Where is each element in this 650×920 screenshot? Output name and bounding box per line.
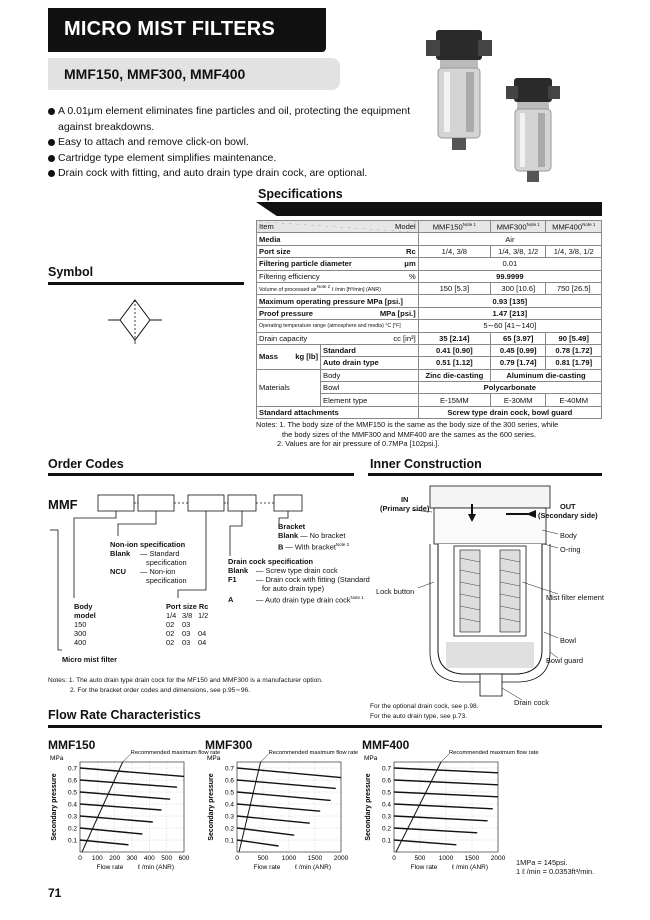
x-tick-label: 1000 xyxy=(281,855,297,862)
recommended-flow-line xyxy=(396,762,441,852)
feature-list xyxy=(48,104,418,182)
recommended-leader xyxy=(261,754,269,762)
y-tick-label: 0.6 xyxy=(224,777,234,785)
feature-item: A 0.01μm element eliminates fine particles and oil, protecting the equipment against breakdowns. xyxy=(48,104,418,135)
series-line xyxy=(237,840,279,846)
y-tick-label: 0.7 xyxy=(67,765,77,773)
feature-item: Easy to attach and remove click-on bowl. xyxy=(48,135,418,151)
y-tick-label: 0.5 xyxy=(224,789,234,797)
series-line xyxy=(80,780,177,787)
recommended-leader xyxy=(123,754,131,762)
x-tick-label: 200 xyxy=(109,855,121,862)
page-title: MICRO MIST FILTERS xyxy=(48,8,326,52)
y-tick-label: 0.3 xyxy=(381,813,391,821)
order-notes: Notes: 1. The auto drain type drain cock for the MF150 and MMF300 is a manufacturer option. 2. For the bracket order codes and dimensions, see p.95∼96. xyxy=(48,677,323,694)
y-tick-label: 0.1 xyxy=(381,837,391,845)
series-line xyxy=(80,792,170,799)
recommended-label: Recommended maximum flow rate xyxy=(449,750,539,756)
specifications-heading: Specifications xyxy=(258,187,343,201)
series-line xyxy=(394,816,488,821)
y-axis-label: Secondary pressure xyxy=(51,773,58,841)
product-photo xyxy=(418,26,618,191)
recommended-flow-line xyxy=(239,762,261,852)
bracket-spec: Bracket Blank — No bracket B — With bracket$^{Note 2}$ xyxy=(278,522,350,552)
inner-construction-rule xyxy=(368,473,602,476)
y-tick-label: 0.6 xyxy=(381,777,391,785)
part-label-bowl-guard: Bowl guard xyxy=(546,656,583,665)
spec-table: Item Model $MMF150^{Note 1}$ $MMF300^{Note 1}$ $MMF400^{Note 1}$ Media Air Port size Rc 1/4, 3/8 1/4, 3/8, 1/2 1/4, 3/8, 1/2 Filtering particle diameter μm 0.01 Filtering efficiency % 99.9999 Volume of processed air$^{Note 2}$ ℓ /min [ft³/min] (ANR) 150 [5.3] 300 [10.6] 750 [26.5] Maximum operating pressure MPa [psi.] 0.93 [135] Proof pressure MPa [psi.] 1.47 [213] Operating temperature range (atmosphere and media) °C [°F] 5∼60 [41∼140] Drain capacity cc [in³] 35 [2.14] 65 [3.97] 90 [5.49] Mass kg [lb] Standard 0.41 [0.90] 0.45 [0.99] 0.78 [1.72] Auto drain type 0.51 [1.12] 0.79 [1.74] 0.81 [1.79] Materials Body Zinc die-casting Aluminum die-casting Bowl Polycarbonate Element type E-15MM E-30MM E-40MM Standard attachments Screw type drain cock, bowl guard xyxy=(256,220,602,419)
model-list: MMF150, MMF300, MMF400 xyxy=(48,58,340,90)
x-axis-label: Flow rate xyxy=(253,864,281,871)
x-tick-label: 500 xyxy=(414,855,426,862)
series-line xyxy=(237,816,310,823)
recommended-label: Recommended maximum flow rate xyxy=(268,750,359,756)
flow-rate-heading: Flow Rate Characteristics xyxy=(48,708,201,722)
part-label-bowl: Bowl xyxy=(560,636,577,645)
y-tick-label: 0.2 xyxy=(224,825,234,833)
x-tick-label: 600 xyxy=(178,855,190,862)
symbol-rule xyxy=(48,282,244,285)
y-tick-label: 0.2 xyxy=(381,825,391,833)
y-tick-label: 0.1 xyxy=(224,837,234,845)
series-label: Micro mist filter xyxy=(62,655,118,664)
x-tick-label: 2000 xyxy=(333,855,349,862)
y-unit-label: MPa xyxy=(207,755,221,762)
chart-title-mmf300: MMF300 xyxy=(205,738,253,752)
x-unit-label: ℓ /min (ANR) xyxy=(294,864,332,871)
y-axis-label: Secondary pressure xyxy=(365,773,372,841)
x-tick-label: 0 xyxy=(392,855,396,862)
y-tick-label: 0.7 xyxy=(381,765,391,773)
order-codes-heading: Order Codes xyxy=(48,457,124,471)
part-label-lock-button: Lock button xyxy=(376,587,415,596)
x-unit-label: ℓ /min (ANR) xyxy=(451,864,489,871)
symbol-heading: Symbol xyxy=(48,265,94,279)
feature-item: Cartridge type element simplifies maintenance. xyxy=(48,151,418,167)
nonion-spec: Non-ion specification Blank — Standard specification NCU — Non-ion specification xyxy=(110,540,187,585)
y-unit-label: MPa xyxy=(50,755,64,762)
part-label-body: Body xyxy=(560,531,577,540)
x-tick-label: 400 xyxy=(143,855,155,862)
port-size-table: Port size Rc 1/4 3/8 1/2 02 03 02 03 04 02 03 04 xyxy=(166,602,209,647)
recommended-label: Recommended maximum flow rate xyxy=(130,750,221,756)
unit-conversion: 1MPa = 145psi. 1 ℓ /min = 0.0353ft³/min. xyxy=(516,858,595,876)
chart-title-mmf150: MMF150 xyxy=(48,738,96,752)
series-line xyxy=(237,828,294,835)
y-tick-label: 0.6 xyxy=(67,777,77,785)
x-tick-label: 500 xyxy=(161,855,173,862)
spec-notes: Notes: 1. The body size of the MMF150 is the same as the body size of the 300 series, while the body sizes of the MMF300 and MMF400 are the sames as the 600 series. 2. Values are for air pressure of 0.7MPa [102psi.]. xyxy=(256,420,559,448)
flow-rate-rule xyxy=(48,725,602,728)
part-label-mist-filter-element: Mist filter element xyxy=(546,593,604,602)
x-tick-label: 0 xyxy=(78,855,82,862)
y-unit-label: MPa xyxy=(364,755,378,762)
inner-notes: For the optional drain cock, see p.98. For the auto drain type, see p.73. xyxy=(370,703,479,720)
series-line xyxy=(80,816,153,822)
body-model-label: Body model 150 300 400 xyxy=(74,602,96,647)
part-label-o-ring: O-ring xyxy=(560,545,581,554)
filter-symbol xyxy=(108,296,162,344)
flow-chart-mmf400 xyxy=(360,748,539,876)
y-tick-label: 0.7 xyxy=(224,765,234,773)
y-tick-label: 0.3 xyxy=(224,813,234,821)
x-tick-label: 1500 xyxy=(307,855,323,862)
in-label: IN (Primary side) xyxy=(380,495,430,513)
x-tick-label: 1500 xyxy=(464,855,480,862)
x-tick-label: 0 xyxy=(235,855,239,862)
series-line xyxy=(394,840,456,845)
flow-chart-mmf300 xyxy=(203,748,359,876)
series-line xyxy=(80,828,142,834)
x-axis-label: Flow rate xyxy=(410,864,438,871)
feature-item: Drain cock with fitting, and auto drain type drain cock, are optional. xyxy=(48,166,418,182)
x-tick-label: 100 xyxy=(91,855,103,862)
drain-cock-spec: Drain cock specification Blank — Screw type drain cock F1 — Drain cock with fitting (Standard for auto drain type) A — Auto drain type drain cock$^{Note 1}$ xyxy=(228,557,370,605)
x-unit-label: ℓ /min (ANR) xyxy=(137,864,175,871)
y-tick-label: 0.2 xyxy=(67,825,77,833)
chart-title-mmf400: MMF400 xyxy=(362,738,410,752)
y-axis-label: Secondary pressure xyxy=(208,773,215,841)
spec-header-rule xyxy=(256,202,602,216)
y-tick-label: 0.5 xyxy=(381,789,391,797)
order-prefix: MMF xyxy=(48,497,78,512)
inner-construction-heading: Inner Construction xyxy=(370,457,482,471)
y-tick-label: 0.4 xyxy=(67,801,77,809)
order-codes-rule xyxy=(48,473,354,476)
x-tick-label: 500 xyxy=(257,855,269,862)
page-number: 71 xyxy=(48,886,62,900)
series-line xyxy=(237,792,331,800)
x-tick-label: 1000 xyxy=(438,855,454,862)
series-line xyxy=(237,780,336,788)
out-label: OUT (Secondary side) xyxy=(538,502,598,520)
y-tick-label: 0.5 xyxy=(67,789,77,797)
y-tick-label: 0.4 xyxy=(381,801,391,809)
y-tick-label: 0.4 xyxy=(224,801,234,809)
x-tick-label: 2000 xyxy=(490,855,506,862)
flow-chart-mmf150 xyxy=(46,748,221,876)
part-label-drain-cock: Drain cock xyxy=(514,698,549,707)
y-tick-label: 0.1 xyxy=(67,837,77,845)
recommended-leader xyxy=(441,754,449,762)
series-line xyxy=(394,804,493,809)
y-tick-label: 0.3 xyxy=(67,813,77,821)
x-axis-label: Flow rate xyxy=(96,864,124,871)
x-tick-label: 300 xyxy=(126,855,138,862)
